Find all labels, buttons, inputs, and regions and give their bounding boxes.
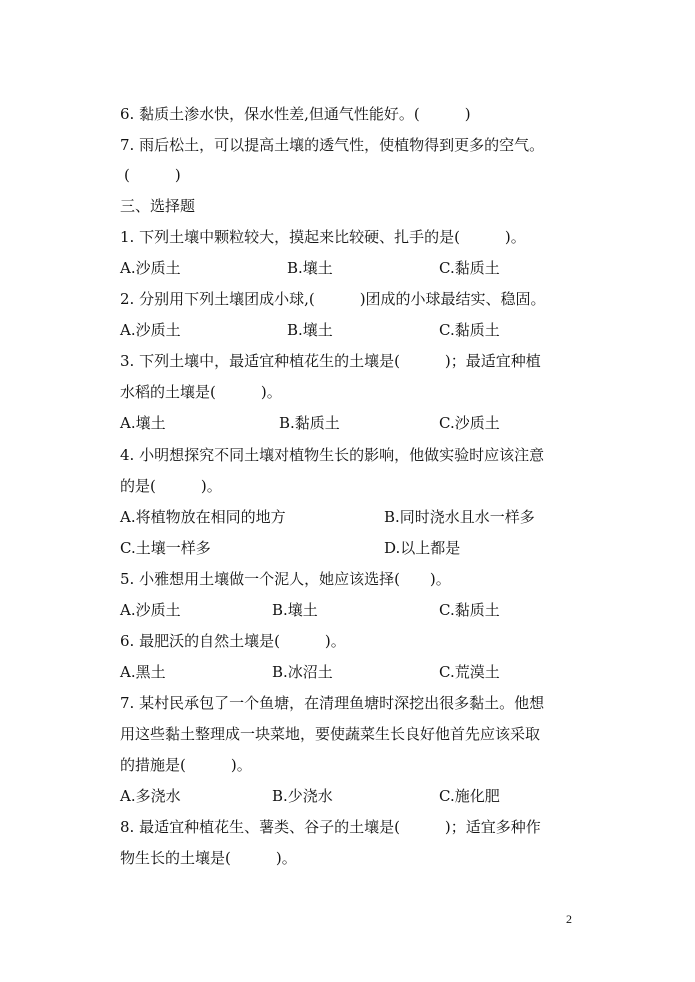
choice-question-4-line-1: 4. 小明想探究不同土壤对植物生长的影响，他做实验时应该注意	[120, 446, 545, 464]
choice-question-1: 1. 下列土壤中颗粒较大，摸起来比较硬、扎手的是( )。	[120, 228, 526, 246]
option-c: C.荒漠土	[439, 663, 500, 681]
choice-question-4-line-2: 的是( )。	[120, 477, 222, 495]
option-c: C.黏质土	[439, 601, 500, 619]
option-b: B.少浇水	[272, 787, 333, 805]
choice-question-2-options	[120, 320, 590, 340]
choice-question-5: 5. 小雅想用土壤做一个泥人，她应该选择( )。	[120, 570, 451, 588]
option-a: A.黑土	[120, 663, 166, 681]
option-b: B.壤土	[272, 601, 318, 619]
choice-question-4-options-row-2	[120, 538, 590, 558]
choice-question-3-line-1: 3. 下列土壤中，最适宜种植花生的土壤是( )；最适宜种植	[120, 352, 541, 370]
option-b: B.冰沼土	[272, 663, 333, 681]
option-a: A.沙质土	[120, 601, 181, 619]
option-b: B.壤土	[287, 259, 333, 277]
choice-question-3-line-2: 水稻的土壤是( )。	[120, 383, 282, 401]
option-a: A.将植物放在相同的地方	[120, 508, 286, 526]
choice-question-7-options	[120, 786, 590, 806]
page-number: 2	[566, 912, 572, 926]
choice-question-2: 2. 分别用下列土壤团成小球,( )团成的小球最结实、稳固。	[120, 290, 546, 308]
option-a: A.壤土	[120, 414, 166, 432]
choice-question-6-options	[120, 662, 590, 682]
choice-question-7-line-2: 用这些黏土整理成一块菜地，要使蔬菜生长良好他首先应该采取	[120, 725, 541, 743]
option-a: A.多浇水	[120, 787, 181, 805]
option-c: C.土壤一样多	[120, 539, 211, 557]
choice-question-8-line-2: 物生长的土壤是( )。	[120, 849, 297, 867]
option-b: B.黏质土	[279, 414, 340, 432]
choice-question-3-options	[120, 413, 590, 433]
choice-question-8-line-1: 8. 最适宜种植花生、薯类、谷子的土壤是( )；适宜多种作	[120, 818, 541, 836]
choice-question-4-options-row-1	[120, 507, 590, 527]
choice-question-7-line-3: 的措施是( )。	[120, 756, 252, 774]
option-d: D.以上都是	[384, 539, 461, 557]
section-title: 三、选择题	[120, 197, 196, 215]
choice-question-1-options	[120, 258, 590, 278]
judge-question-7-answer-blank: ( )	[124, 166, 181, 184]
option-c: C.黏质土	[439, 321, 500, 339]
option-b: B.同时浇水且水一样多	[384, 508, 535, 526]
judge-question-7-line-1: 7. 雨后松土，可以提高土壤的透气性，使植物得到更多的空气。	[120, 136, 545, 154]
choice-question-7-line-1: 7. 某村民承包了一个鱼塘，在清理鱼塘时深挖出很多黏土。他想	[120, 694, 545, 712]
choice-question-5-options	[120, 600, 590, 620]
option-a: A.沙质土	[120, 321, 181, 339]
option-c: C.施化肥	[439, 787, 500, 805]
option-b: B.壤土	[287, 321, 333, 339]
option-a: A.沙质土	[120, 259, 181, 277]
option-c: C.沙质土	[439, 414, 500, 432]
option-c: C.黏质土	[439, 259, 500, 277]
judge-question-6: 6. 黏质土渗水快，保水性差,但通气性能好。( )	[120, 105, 471, 123]
choice-question-6: 6. 最肥沃的自然土壤是( )。	[120, 632, 346, 650]
